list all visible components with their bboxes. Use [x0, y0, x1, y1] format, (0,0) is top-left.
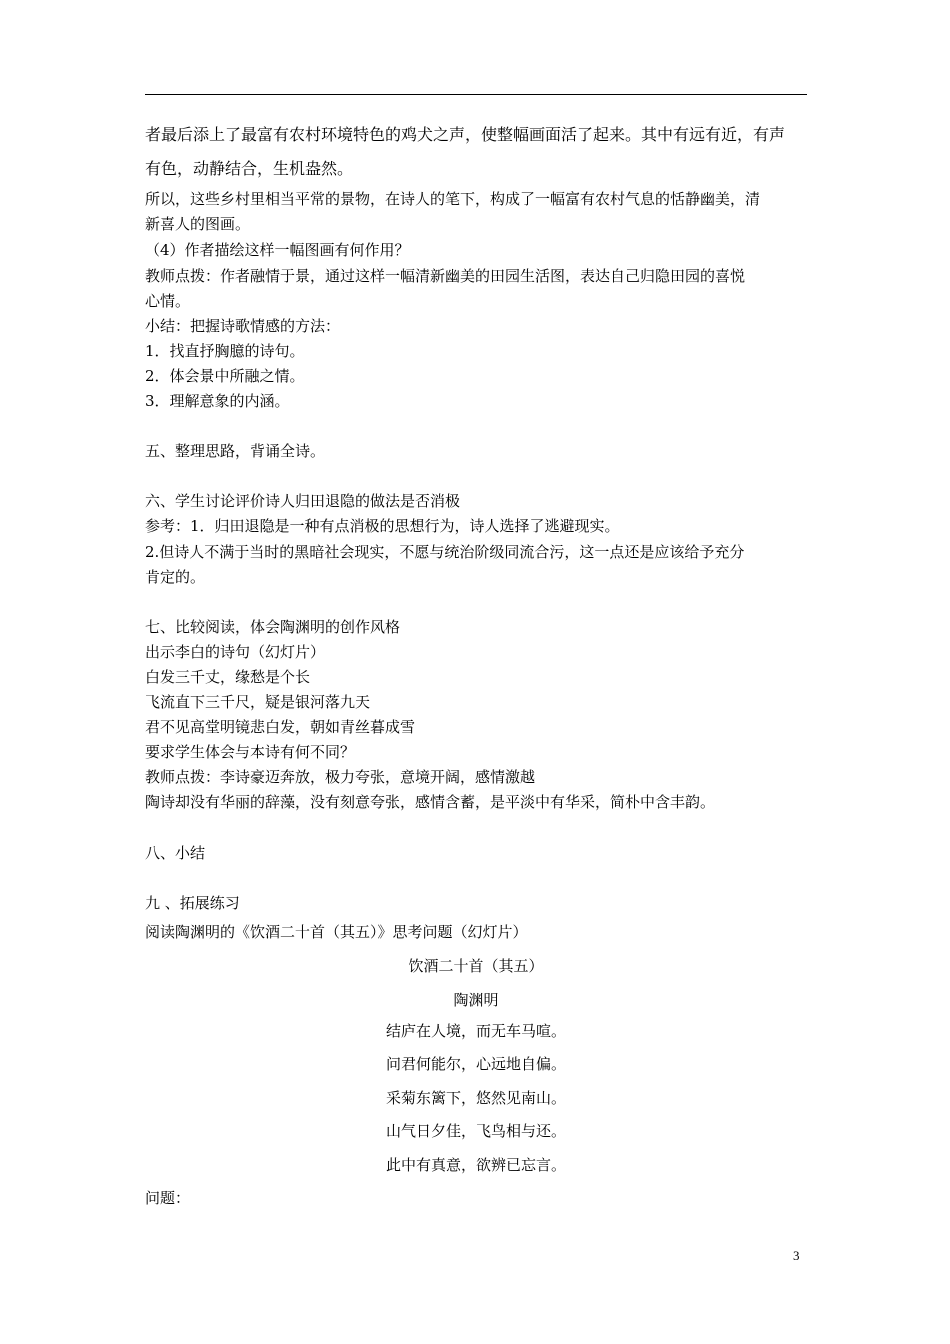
- list-item: 3．理解意象的内涵。: [145, 392, 290, 410]
- poem-verse: 结庐在人境，而无车马喧。: [385, 1022, 566, 1040]
- poem-verse: 山气日夕佳，飞鸟相与还。: [385, 1122, 566, 1140]
- text-line: 君不见高堂明镜悲白发，朝如青丝暮成雪: [145, 718, 416, 736]
- text-line: 白发三千丈，缘愁是个长: [145, 668, 311, 686]
- text-line: （4）作者描绘这样一幅图画有何作用？: [145, 241, 410, 259]
- text-line: 要求学生体会与本诗有何不同？: [145, 743, 356, 761]
- text-line: 小结：把握诗歌情感的方法：: [145, 317, 341, 335]
- text-line: 所以，这些乡村里相当平常的景物，在诗人的笔下，构成了一幅富有农村气息的恬静幽美，清: [145, 190, 761, 208]
- section-heading: 五、整理思路，背诵全诗。: [145, 442, 326, 460]
- poem-verse: 此中有真意，欲辨已忘言。: [385, 1156, 566, 1174]
- text-line: 飞流直下三千尺，疑是银河落九天: [145, 693, 371, 711]
- header-rule: [145, 94, 807, 95]
- list-item: 2．体会景中所融之情。: [145, 367, 305, 385]
- poem-title: 饮酒二十首（其五）: [408, 957, 544, 975]
- text-line: 新喜人的图画。: [145, 215, 251, 233]
- text-line: 陶诗却没有华丽的辞藻，没有刻意夸张，感情含蓄，是平淡中有华采，简朴中含丰韵。: [145, 793, 716, 811]
- poem-verse: 采菊东篱下，悠然见南山。: [385, 1089, 566, 1107]
- text-line: 教师点拨：作者融情于景，通过这样一幅清新幽美的田园生活图，表达自己归隐田园的喜悦: [145, 267, 746, 285]
- text-line: 有色，动静结合，生机盎然。: [145, 159, 354, 178]
- list-item: 1．找直抒胸臆的诗句。: [145, 342, 305, 360]
- poem-verse: 问君何能尔，心远地自偏。: [385, 1055, 566, 1073]
- text-line: 参考：1．归田退隐是一种有点消极的思想行为，诗人选择了逃避现实。: [145, 517, 620, 535]
- text-line: 教师点拨：李诗豪迈奔放，极力夸张，意境开阔，感情激越: [145, 768, 536, 786]
- page-number: 3: [793, 1248, 800, 1263]
- text-line: 者最后添上了最富有农村环境特色的鸡犬之声，使整幅画面活了起来。其中有远有近，有声: [145, 125, 786, 144]
- section-heading: 六、学生讨论评价诗人归田退隐的做法是否消极: [145, 492, 461, 510]
- section-heading: 八、小结: [145, 844, 206, 862]
- text-line: 肯定的。: [145, 568, 206, 586]
- section-heading: 九 、拓展练习: [145, 894, 240, 912]
- text-line: 问题：: [145, 1189, 191, 1207]
- text-line: 阅读陶渊明的《饮酒二十首（其五）》思考问题（幻灯片）: [145, 923, 528, 941]
- text-line: 心情。: [145, 292, 191, 310]
- section-heading: 七、比较阅读，体会陶渊明的创作风格: [145, 618, 401, 636]
- text-line: 出示李白的诗句（幻灯片）: [145, 643, 326, 661]
- text-line: 2.但诗人不满于当时的黑暗社会现实，不愿与统治阶级同流合污，这一点还是应该给予充分: [145, 543, 745, 561]
- poem-author: 陶渊明: [453, 991, 499, 1009]
